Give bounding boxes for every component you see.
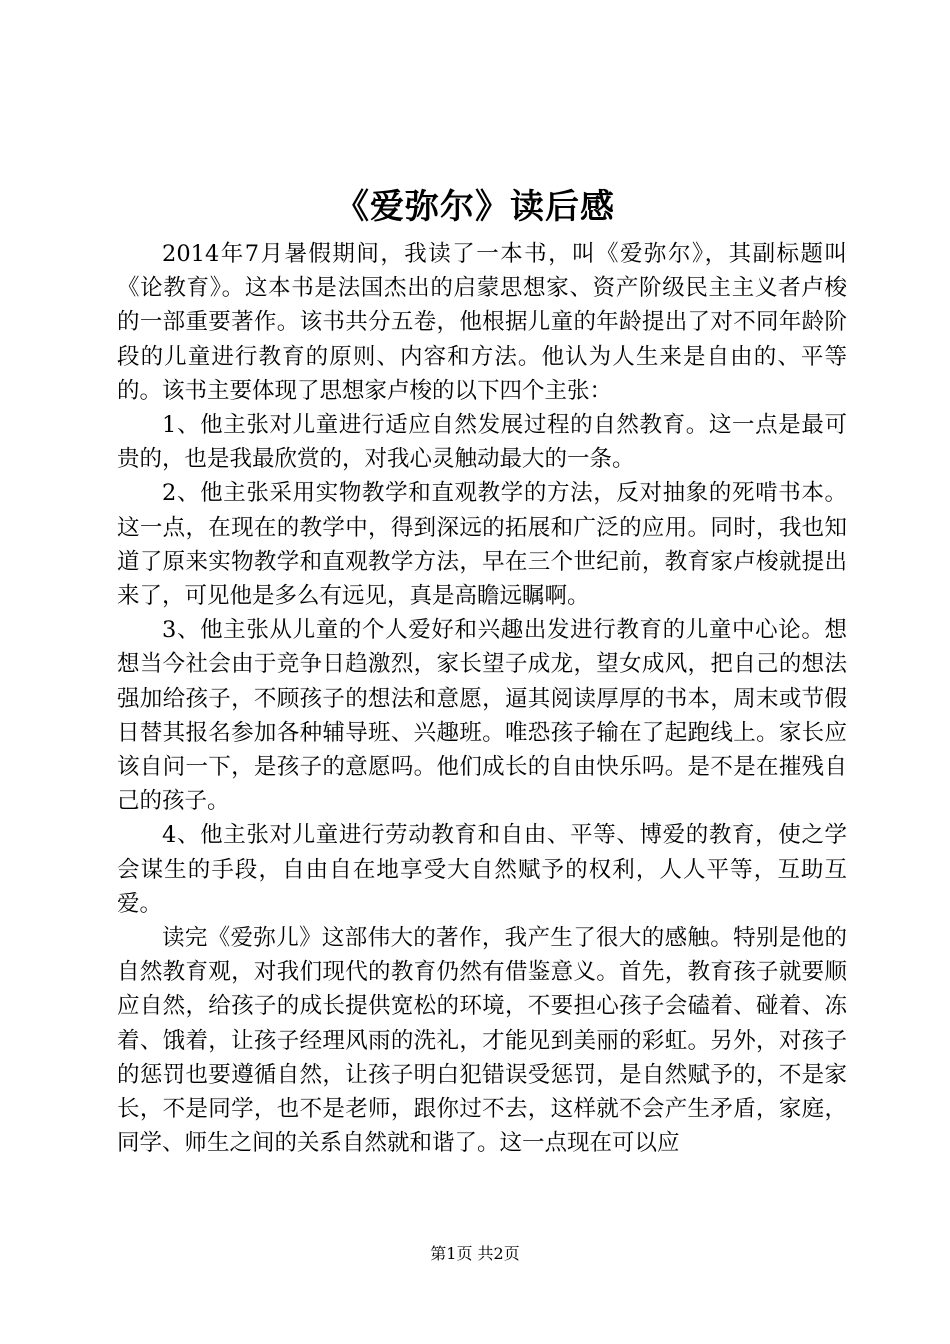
paragraph-intro: 2014年7月暑假期间，我读了一本书，叫《爱弥尔》，其副标题叫《论教育》。这本书是法国杰出的启蒙思想家、资产阶级民主主义者卢梭的一部重要著作。该书共分五卷，他根据儿童的年龄提出了对不同年龄阶段的儿童进行教育的原则、内容和方法。他认为人生来是自由的、平等的。该书主要体现了思想家卢梭的以下四个主张：	[117, 241, 847, 404]
document-body	[117, 237, 847, 1160]
paragraph-point-1: 1、他主张对儿童进行适应自然发展过程的自然教育。这一点是最可贵的，也是我最欣赏的，对我心灵触动最大的一条。	[117, 412, 847, 473]
paragraph-point-2: 2、他主张采用实物教学和直观教学的方法，反对抽象的死啃书本。这一点，在现在的教学中，得到深远的拓展和广泛的应用。同时，我也知道了原来实物教学和直观教学方法，早在三个世纪前，教育家卢梭就提出来了，可见他是多么有远见，真是高瞻远瞩啊。	[117, 480, 847, 610]
document-title: 《爱弥尔》读后感	[335, 187, 615, 227]
page-footer: 第1页 共2页	[430, 1244, 520, 1263]
paragraph-point-4: 4、他主张对儿童进行劳动教育和自由、平等、博爱的教育，使之学会谋生的手段，自由自在地享受大自然赋予的权利，人人平等，互助互爱。	[117, 822, 847, 917]
paragraph-reflection: 读完《爱弥儿》这部伟大的著作，我产生了很大的感触。特别是他的自然教育观，对我们现代的教育仍然有借鉴意义。首先，教育孩子就要顺应自然，给孩子的成长提供宽松的环境，不要担心孩子会磕着、碰着、冻着、饿着，让孩子经理风雨的洗礼，才能见到美丽的彩虹。另外，对孩子的惩罚也要遵循自然，让孩子明白犯错误受惩罚，是自然赋予的，不是家长，不是同学，也不是老师，跟你过不去，这样就不会产生矛盾，家庭，同学、师生之间的关系自然就和谐了。这一点现在可以应	[117, 925, 847, 1157]
paragraph-point-3: 3、他主张从儿童的个人爱好和兴趣出发进行教育的儿童中心论。想想当今社会由于竞争日趋激烈，家长望子成龙，望女成风，把自己的想法强加给孩子，不顾孩子的想法和意愿，逼其阅读厚厚的书本，周末或节假日替其报名参加各种辅导班、兴趣班。唯恐孩子输在了起跑线上。家长应该自问一下，是孩子的意愿吗。他们成长的自由快乐吗。是不是在摧残自己的孩子。	[117, 617, 847, 815]
